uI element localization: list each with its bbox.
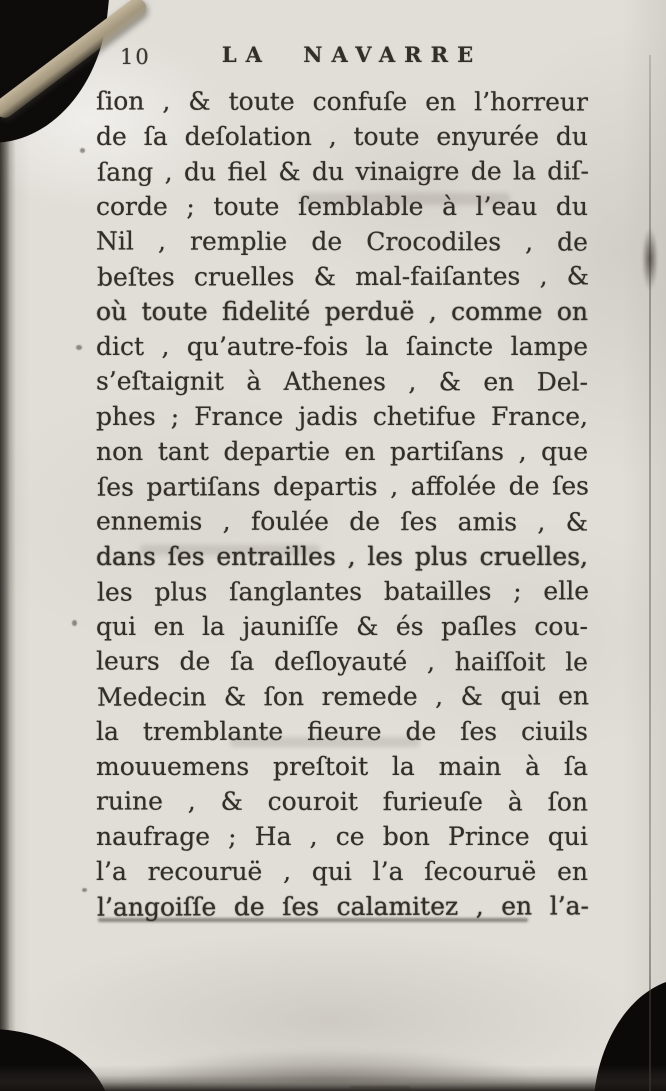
text-line: ruine , & couroit furieuſe à ſon [95,786,589,817]
ink-speck [72,620,77,626]
text-line: la tremblante fieure de ſes ciuils [96,717,588,746]
text-line: ennemis , foulée de ſes amis , & [95,506,589,537]
text-line: où toute fidelité perduë , comme on [96,297,588,326]
text-line: l’angoiſſe de ſes calamitez , en l’a- [96,891,590,922]
text-line: naufrage ; Ha , ce bon Prince qui [96,822,588,851]
text-line: corde ; toute ſemblable à l’eau du [96,192,588,221]
ink-speck [76,345,82,350]
binding-gutter-shadow [0,0,16,1091]
text-line: dict , qu’autre-fois la ſaincte lampe [96,332,588,361]
page-header [96,42,588,74]
ink-speck [80,148,85,153]
text-line: Nil , remplie de Crocodiles , de [95,226,589,257]
page-number: 10 [120,45,151,69]
text-line: Medecin & ſon remede , & qui en [96,681,590,712]
text-line: beſtes cruelles & mal-faiſantes , & [96,261,590,292]
text-line: leurs de ſa deſloyauté , haiſſoit le [95,646,589,677]
ink-speck [82,888,87,892]
text-line: l’a recouruë , qui l’a ſecouruë en [96,857,588,886]
text-line: s’eſtaignit à Athenes , & en Del- [95,366,589,397]
text-line: ſion , & toute confuſe en l’horreur [95,86,589,117]
text-line: ſang , du fiel & du vinaigre de la diſ- [96,156,590,187]
text-line: ſes partiſans departis , affolée de ſes [96,471,590,502]
text-body [96,84,588,924]
text-line: qui en la jauniſſe & és paſles cou- [96,612,588,641]
text-line: mouuemens preſtoit la main à ſa [96,752,588,781]
text-line: dans ſes entrailles , les plus cruelles, [96,542,588,571]
right-edge-ink-mark [642,228,658,290]
text-line: phes ; France jadis chetifue France, [96,402,588,431]
text-line: les plus ſanglantes batailles ; elle [96,576,590,607]
text-line: non tant departie en partiſans , que [96,437,588,466]
running-title: LA NAVARRE [221,42,483,67]
text-line: de ſa deſolation , toute enyurée du [96,122,588,151]
right-page-edge-line [649,55,651,1091]
bottom-edge-haze [120,1049,540,1083]
ink-speck [350,1086,410,1090]
